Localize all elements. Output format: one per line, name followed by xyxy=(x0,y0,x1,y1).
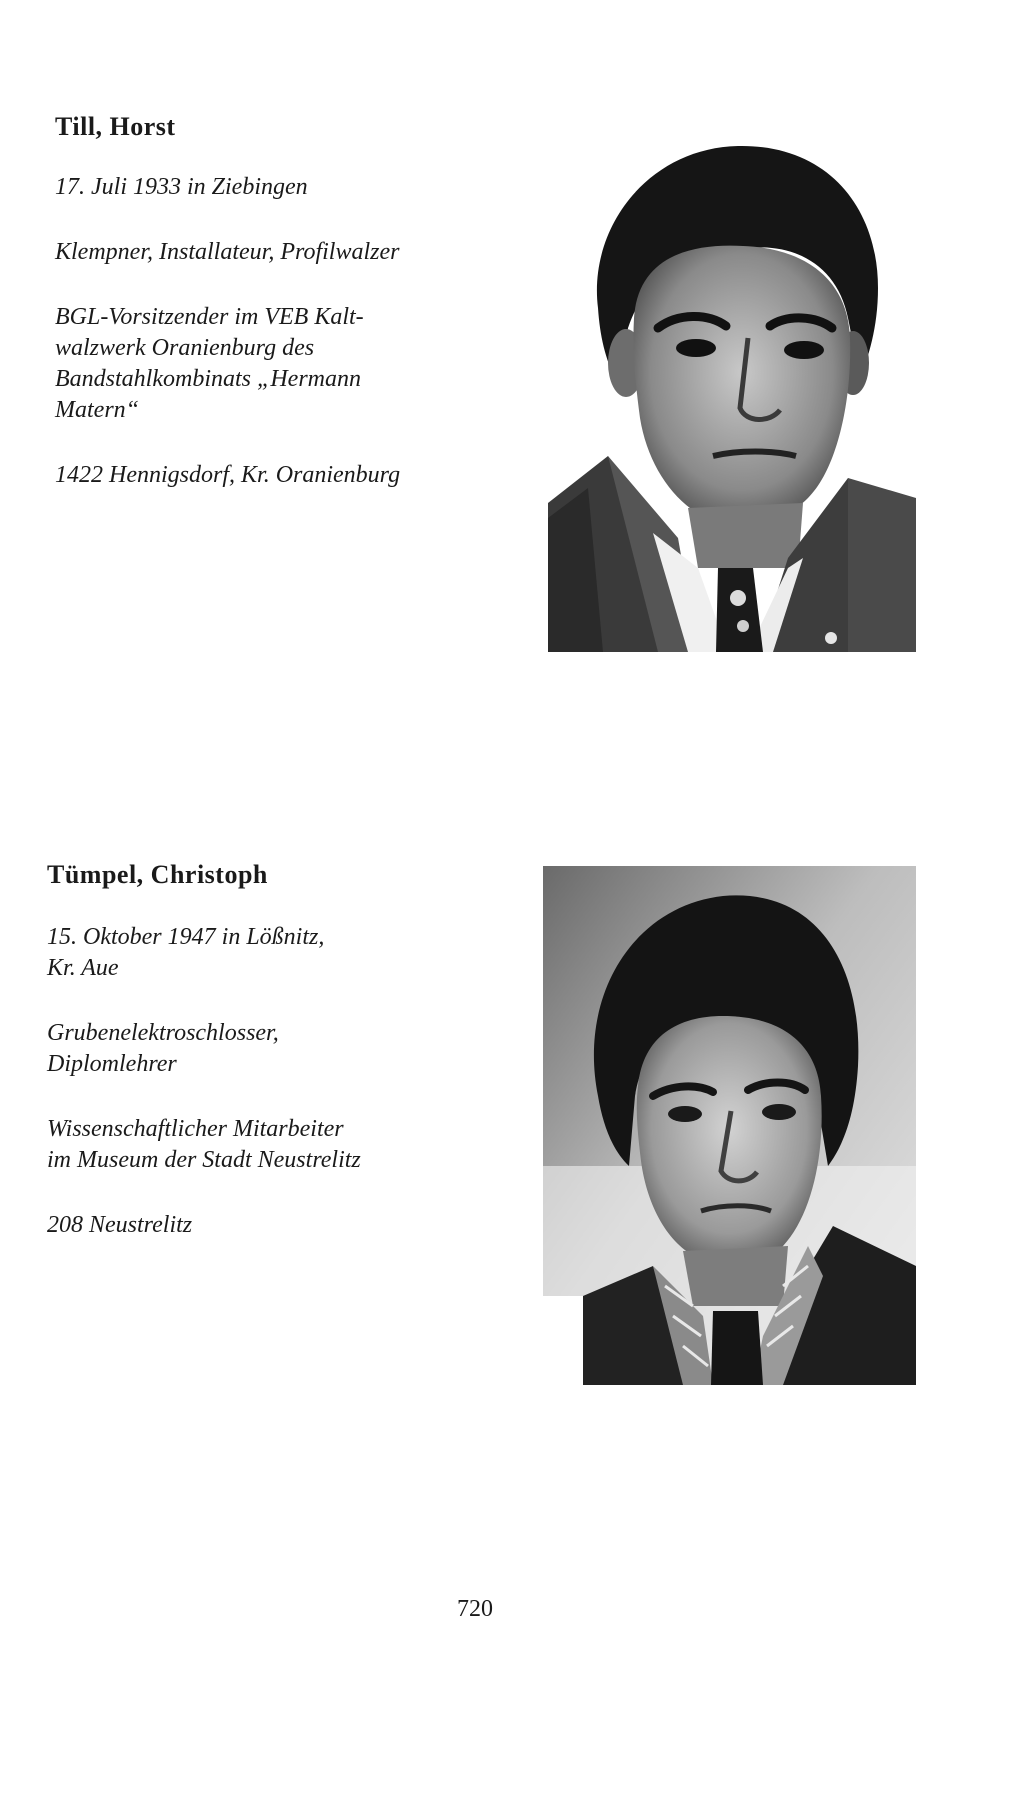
entry-tuempel-christoph-text xyxy=(47,860,507,1241)
portrait-photo-tuempel xyxy=(543,866,916,1385)
address-info xyxy=(55,460,515,491)
portrait-photo-till xyxy=(548,138,916,652)
position-info xyxy=(47,1114,507,1176)
address-info xyxy=(47,1210,507,1241)
birth-line: Kr. Aue xyxy=(47,955,119,981)
birth-info xyxy=(47,922,507,984)
position-info xyxy=(55,302,515,426)
profession-info xyxy=(55,237,515,268)
position-line: Wissenschaftlicher Mitarbeiter xyxy=(47,1116,344,1142)
position-line: BGL-Vorsitzender im VEB Kalt- xyxy=(55,304,364,330)
position-line: Bandstahlkombinats „Hermann xyxy=(55,366,361,392)
profession-line: Diplomlehrer xyxy=(47,1051,177,1077)
entry-name: Till, Horst xyxy=(55,112,176,141)
birth-line: 17. Juli 1933 in Ziebingen xyxy=(55,174,308,200)
position-line: im Museum der Stadt Neustrelitz xyxy=(47,1147,361,1173)
position-line: Matern“ xyxy=(55,397,139,423)
profession-line: Grubenelektroschlosser, xyxy=(47,1020,279,1046)
address-line: 1422 Hennigsdorf, Kr. Oranienburg xyxy=(55,462,401,488)
entry-name: Tümpel, Christoph xyxy=(47,860,268,889)
profession-info xyxy=(47,1018,507,1080)
birth-info xyxy=(55,172,515,203)
position-line: walzwerk Oranienburg des xyxy=(55,335,315,361)
page-number: 720 xyxy=(457,1596,493,1622)
birth-line: 15. Oktober 1947 in Lößnitz, xyxy=(47,924,325,950)
profession-line: Klempner, Installateur, Profilwalzer xyxy=(55,239,400,265)
address-line: 208 Neustrelitz xyxy=(47,1212,193,1238)
entry-till-horst-text xyxy=(55,112,515,491)
